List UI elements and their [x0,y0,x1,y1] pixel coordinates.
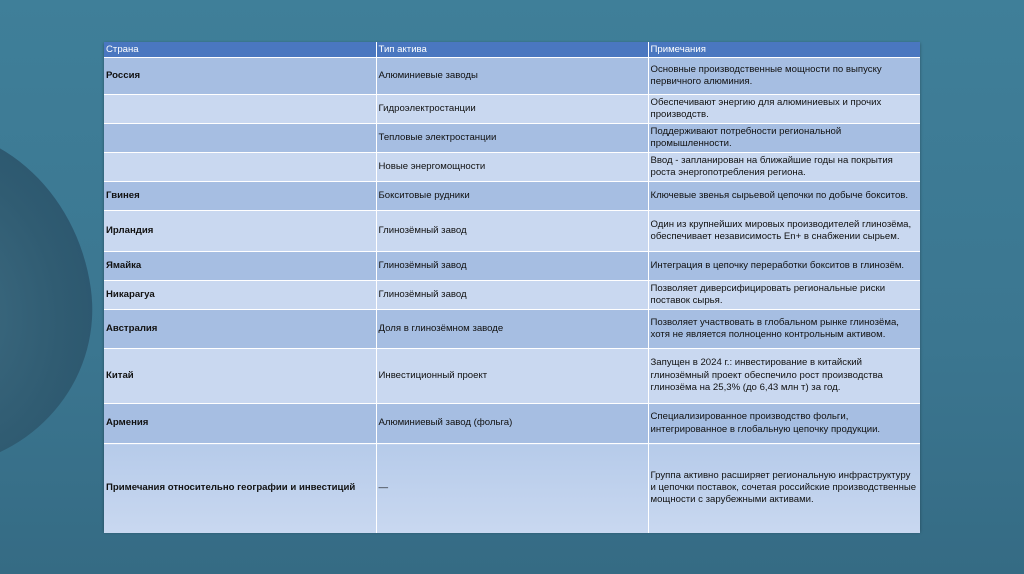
cell-asset: Бокситовые рудники [376,182,648,211]
table-row [104,252,920,281]
cell-note: Позволяет диверсифицировать региональные риски поставок сырья. [648,281,920,310]
cell-note: Запущен в 2024 г.: инвестирование в китайский глинозёмный проект обеспечило рост производства глинозёма на 25,3% (до 6,43 млн т) за год. [648,349,920,404]
cell-country: Австралия [104,310,376,349]
table-row [104,404,920,444]
cell-note: Ввод - запланирован на ближайшие годы на покрытия роста энергопотребления региона. [648,153,920,182]
cell-asset: Глинозёмный завод [376,252,648,281]
table-row [104,349,920,404]
header-notes: Примечания [648,42,920,58]
table-header-row [104,42,920,58]
cell-note: Поддерживают потребности региональной промышленности. [648,124,920,153]
cell-note: Один из крупнейших мировых производителей глинозёма, обеспечивает независимость En+ в снабжении сырьем. [648,211,920,252]
cell-asset: Глинозёмный завод [376,211,648,252]
table-row [104,281,920,310]
cell-country: Примечания относительно географии и инвестиций [104,444,376,533]
table-row [104,444,920,533]
header-country: Страна [104,42,376,58]
cell-asset: Гидроэлектростанции [376,95,648,124]
cell-asset: Глинозёмный завод [376,281,648,310]
cell-note: Интеграция в цепочку переработки бокситов в глинозём. [648,252,920,281]
cell-note: Обеспечивают энергию для алюминиевых и прочих производств. [648,95,920,124]
cell-note: Группа активно расширяет региональную инфраструктуру и цепочки поставок, сочетая российские производственные мощности с зарубежными активами. [648,444,920,533]
cell-note: Специализированное производство фольги, интегрированное в глобальную цепочку продукции. [648,404,920,444]
cell-asset: Алюминиевый завод (фольга) [376,404,648,444]
cell-asset: Новые энергомощности [376,153,648,182]
cell-note: Основные производственные мощности по выпуску первичного алюминия. [648,58,920,95]
cell-country: Ирландия [104,211,376,252]
cell-country [104,95,376,124]
table-row [104,58,920,95]
cell-asset: Доля в глинозёмном заводе [376,310,648,349]
table-row [104,182,920,211]
table-row [104,95,920,124]
background-decorative-shape [0,107,113,473]
cell-country [104,124,376,153]
cell-country: Армения [104,404,376,444]
assets-table [104,42,920,533]
cell-country: Россия [104,58,376,95]
header-asset-type: Тип актива [376,42,648,58]
cell-country: Ямайка [104,252,376,281]
table-row [104,124,920,153]
cell-country: Гвинея [104,182,376,211]
cell-note: Ключевые звенья сырьевой цепочки по добыче бокситов. [648,182,920,211]
table-row [104,211,920,252]
cell-note: Позволяет участвовать в глобальном рынке глинозёма, хотя не является полноценно контрольным активом. [648,310,920,349]
table-row [104,153,920,182]
cell-asset: Инвестиционный проект [376,349,648,404]
cell-country: Никарагуа [104,281,376,310]
cell-asset: Тепловые электростанции [376,124,648,153]
cell-country [104,153,376,182]
cell-asset: — [376,444,648,533]
cell-asset: Алюминиевые заводы [376,58,648,95]
cell-country: Китай [104,349,376,404]
table-row [104,310,920,349]
assets-table-container [104,42,920,531]
